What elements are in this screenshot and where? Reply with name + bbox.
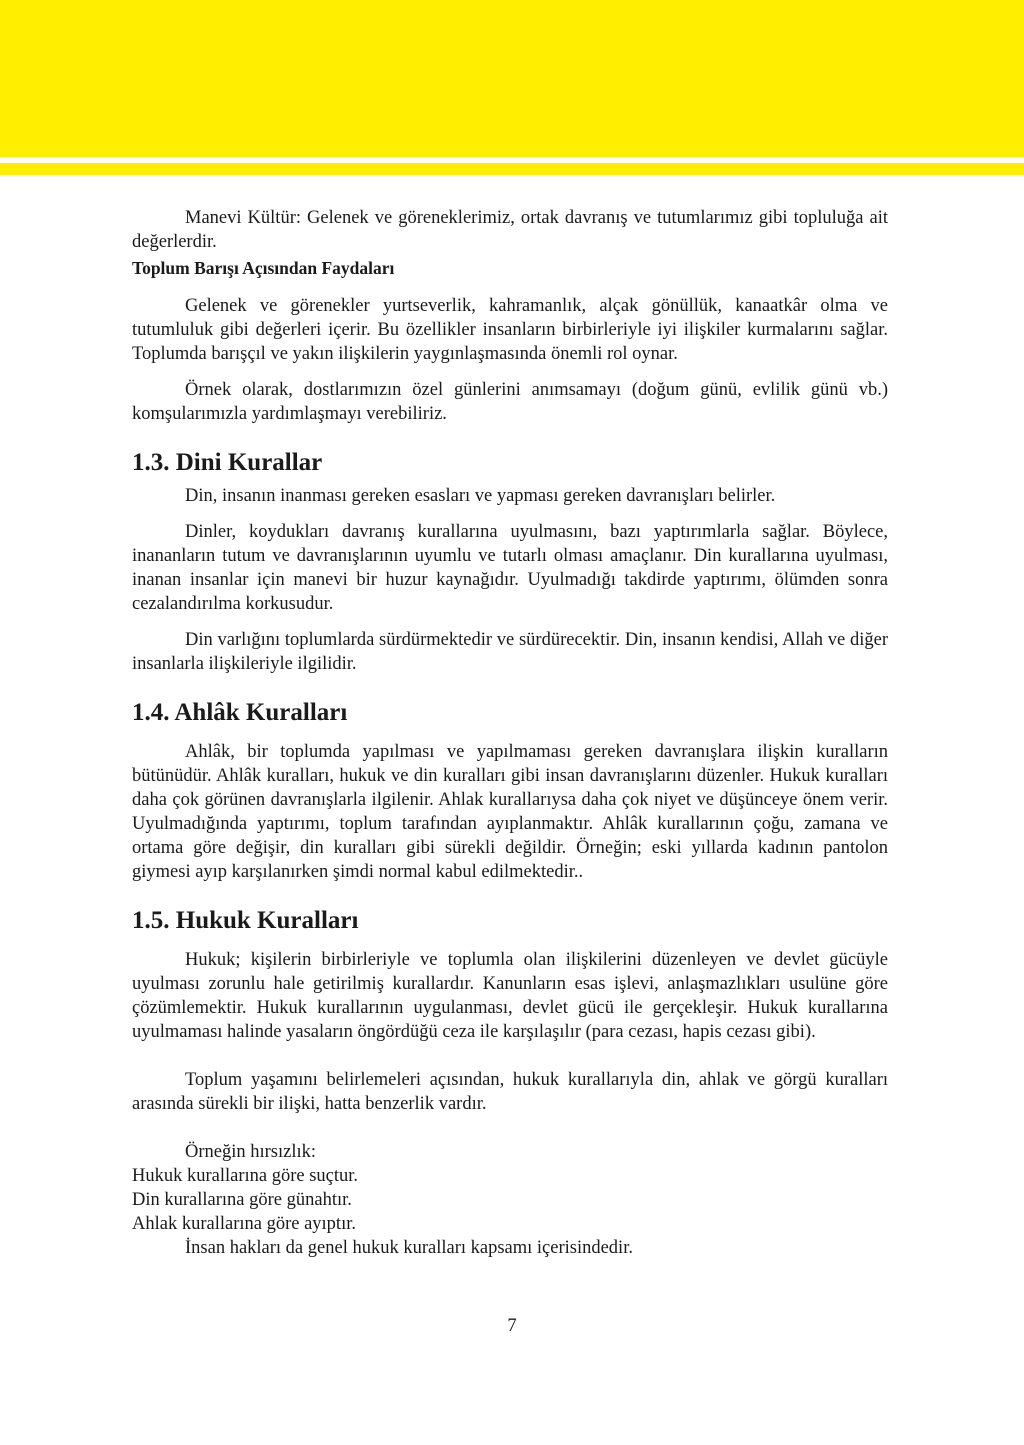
paragraph: Din varlığını toplumlarda sürdürmektedir ve sürdürecektir. Din, insanın kendisi, Allah ve diğer insanlarla ilişkileriyle ilgilidir. (132, 630, 888, 674)
paragraph: Hukuk; kişilerin birbirleriyle ve toplumla olan ilişkilerini düzenleyen ve devlet gücüyle uyulması zorunlu hale getirilmiş kurallardır. Kanunların esas işlevi, anlaşmazlıkları usulüne göre çözümlemektir. Hukuk kurallarının uygulanması, devlet gücü ile gerçekleşir. Hukuk kurallarına uyulmaması halinde yasaların öngördüğü ceza ile karşılaşılır (para cezası, hapis cezası gibi). (132, 950, 888, 1042)
manevi-kultur-paragraph: Manevi Kültür: Gelenek ve göreneklerimiz, ortak davranış ve tutumlarımız gibi topluluğa ait değerlerdir. (132, 208, 888, 252)
example-line: Ahlak kurallarına göre ayıptır. (132, 1214, 356, 1234)
example-intro: Örneğin hırsızlık: (185, 1142, 317, 1162)
page-content (132, 206, 888, 1260)
section-heading-hukuk-kurallari: 1.5. Hukuk Kuralları (132, 907, 359, 934)
page-number: 7 (507, 1316, 517, 1336)
subheading-toplum-barisi: Toplum Barışı Açısından Faydaları (132, 258, 395, 278)
paragraph: Gelenek ve görenekler yurtseverlik, kahramanlık, alçak gönüllük, kanaatkâr olma ve tutumluluk gibi değerleri içerir. Bu özellikler insanların birbirleriyle iyi ilişkiler kurmalarını sağlar. Toplumda barışçıl ve yakın ilişkilerin yaygınlaşmasında önemli rol oynar. (132, 296, 888, 364)
closing-line: İnsan hakları da genel hukuk kuralları kapsamı içerisindedir. (185, 1238, 633, 1258)
paragraph: Toplum yaşamını belirlemeleri açısından, hukuk kurallarıyla din, ahlak ve görgü kuralları arasında sürekli bir ilişki, hatta benzerlik vardır. (132, 1070, 888, 1114)
example-line: Hukuk kurallarına göre suçtur. (132, 1166, 359, 1186)
example-line: Din kurallarına göre günahtır. (132, 1190, 352, 1210)
paragraph: Dinler, koydukları davranış kurallarına uyulmasını, bazı yaptırımlarla sağlar. Böylece, inananların tutum ve davranışlarının uyumlu ve tutarlı olması amaçlanır. Din kurallarına uyulması, inanan insanlar için manevi bir huzur kaynağıdır. Uyulmadığı takdirde yaptırımı, ölümden sonra cezalandırılma korkusudur. (132, 522, 888, 614)
section-heading-ahlak-kurallari: 1.4. Ahlâk Kuralları (132, 699, 348, 726)
paragraph: Örnek olarak, dostlarımızın özel günlerini anımsamayı (doğum günü, evlilik günü vb.) komşularımızla yardımlaşmayı verebiliriz. (132, 380, 888, 424)
header-band (0, 0, 1024, 157)
paragraph: Din, insanın inanması gereken esasları ve yapması gereken davranışları belirler. (185, 486, 776, 506)
header-stripe (0, 163, 1024, 175)
paragraph: Ahlâk, bir toplumda yapılması ve yapılmaması gereken davranışlara ilişkin kuralların bütünüdür. Ahlâk kuralları, hukuk ve din kuralları gibi insan davranışlarını düzenler. Hukuk kuralları daha çok görünen davranışlarla ilgilenir. Ahlak kurallarıysa daha çok niyet ve düşünceye önem verir. Uyulmadığında yaptırımı, toplum tarafından ayıplanmaktır. Ahlâk kurallarının çoğu, zamana ve ortama göre değişir, din kuralları gibi sürekli değildir. Örneğin; eski yıllarda kadının pantolon giymesi ayıp karşılanırken şimdi normal kabul edilmektedir.. (132, 742, 888, 882)
section-heading-dini-kurallar: 1.3. Dini Kurallar (132, 449, 323, 476)
